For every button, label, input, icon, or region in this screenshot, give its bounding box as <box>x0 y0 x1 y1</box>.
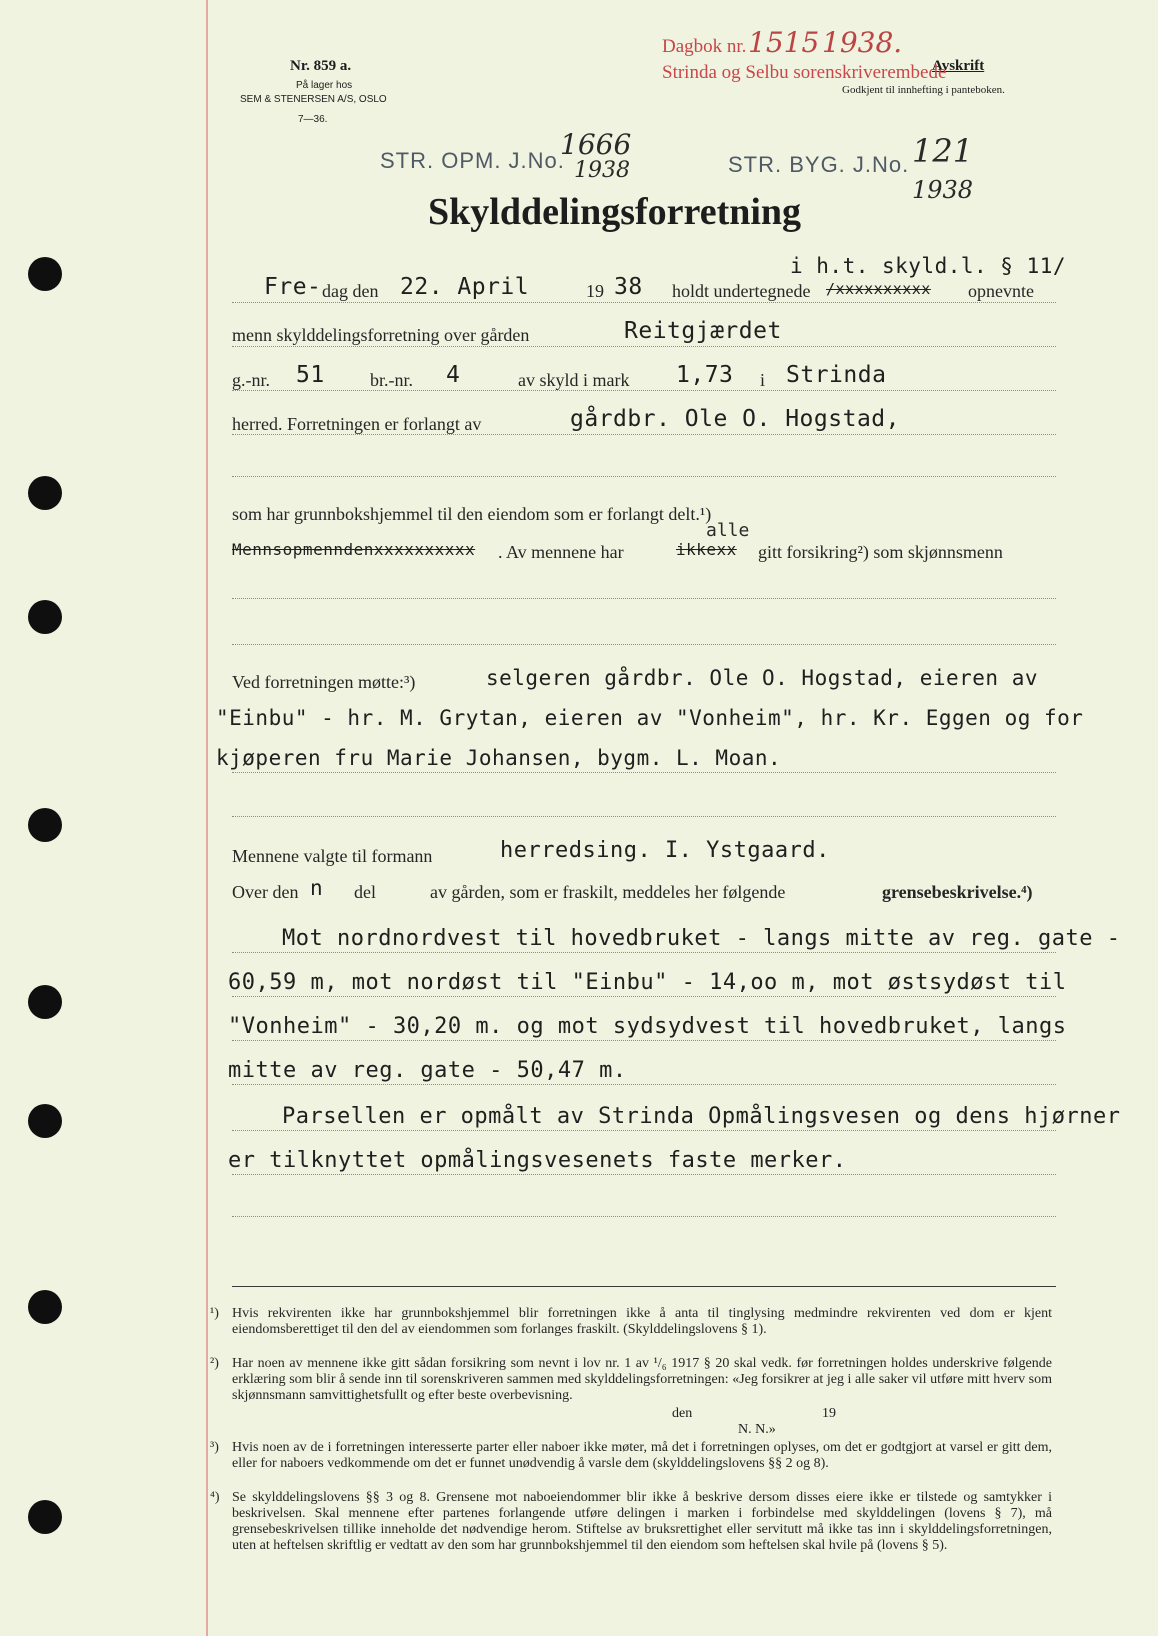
date-value: 22. April <box>400 274 530 300</box>
avskrift-label: Avskrift <box>932 58 985 74</box>
footnote-4 <box>210 1490 1052 1554</box>
av-mennene-label: . Av mennene har <box>498 542 624 562</box>
fill-line <box>232 816 1056 817</box>
brnr-label: br.-nr. <box>370 370 413 390</box>
fill-line <box>232 996 1056 997</box>
grense-label: grensebeskrivelse.⁴) <box>882 882 1033 902</box>
crossed-out-text: Mennsopmenndenxxxxxxxxxx <box>232 540 476 559</box>
skyld-value: 1,73 <box>676 362 734 388</box>
byg-number: 121 <box>912 132 974 170</box>
footnote-text: Har noen av mennene ikke gitt sådan forsikring som nevnt i lov nr. 1 av ¹/₆ 1917 § 20 skal vedk. før forretningen holdes underskrive følgende erklæring som blir å sende inn til sorenskriveren sammen med skylddelingsforretningen: «Jeg forsikrer at jeg i alle saker vil utføre mitt hverv som skjønnsmann samvittighetsfullt og efter beste overbevisning. <box>232 1356 1052 1403</box>
publisher-line: På lager hos <box>296 80 353 91</box>
byg-year: 1938 <box>912 176 974 204</box>
form-number: Nr. 859 a. <box>290 58 352 74</box>
footnote-nn: N. N.» <box>738 1422 776 1437</box>
over-den-insert: n <box>310 876 324 900</box>
footnote-text: Se skylddelingslovens §§ 3 og 8. Grensene mot naboeiendommer blir ikke å beskrive dersom disses eiere ikke er tilstede og samtykker i beskrivelsen. Skal mennene efter partenes forlangende utføre delingen i marken i forbindelse med skylddelingen (lovens § 7), må grensebeskrivelsen tillike inneholde det nødvendige herom. Stiftelse av bruksrettighet eller servitutt må ikke tas inn i skylddelingsforretningen, uten at heftelsen skriftlig er vedtatt av den som har grunnbokshjemmel til den eiendom som heftelsen skal hvile på (lovens § 5). <box>232 1490 1052 1553</box>
fill-line <box>232 952 1056 953</box>
herred-label: herred. Forretningen er forlangt av <box>232 414 482 434</box>
brnr-value: 4 <box>446 362 461 388</box>
holdt-label: holdt undertegnede <box>672 281 811 301</box>
farm-name: Reitgjærdet <box>624 318 782 344</box>
publisher-date: 7—36. <box>298 114 328 125</box>
legal-reference: i h.t. skyld.l. § 11/ <box>790 254 1067 278</box>
skyld-label: av skyld i mark <box>518 370 630 390</box>
punch-hole <box>28 600 62 634</box>
punch-hole <box>28 476 62 510</box>
fill-line <box>232 1174 1056 1175</box>
dagbok-year: 1938. <box>822 26 903 59</box>
margin-rule <box>206 0 208 1636</box>
dagbok-number: 1515 <box>748 26 820 59</box>
grense-line-1: Mot nordnordvest til hovedbruket - langs mitte av reg. gate - <box>282 926 1121 951</box>
gnr-value: 51 <box>296 362 325 388</box>
footnote-marker: ¹) <box>210 1306 219 1321</box>
gitt-forsikring-label: gitt forsikring²) som skjønnsmenn <box>758 542 1003 562</box>
fill-line <box>232 1216 1056 1217</box>
grense-line-2: 60,59 m, mot nordøst til "Einbu" - 14,oo m, mot østsydøst til <box>228 970 1067 995</box>
gnr-label: g.-nr. <box>232 370 270 390</box>
fill-line <box>232 434 1056 435</box>
punch-hole <box>28 985 62 1019</box>
fill-line <box>232 346 1056 347</box>
footnote-den: den <box>672 1406 693 1421</box>
document-title: Skylddelingsforretning <box>428 191 802 233</box>
year-suffix: 38 <box>614 274 643 300</box>
footnote-rule <box>232 1286 1056 1287</box>
alle-insert: alle <box>706 520 750 541</box>
motte-label: Ved forretningen møtte:³) <box>232 672 416 692</box>
crossed-out-text: /xxxxxxxxxx <box>826 280 931 298</box>
punch-hole <box>28 257 62 291</box>
crossed-out-text: ikkexx <box>676 540 737 559</box>
fraskilt-text: av gården, som er fraskilt, meddeles her følgende <box>430 882 786 902</box>
formann-name: herredsing. I. Ystgaard. <box>500 838 830 863</box>
fill-line <box>232 772 1056 773</box>
fill-line <box>232 476 1056 477</box>
court-name: Strinda og Selbu sorenskriverembede <box>662 62 947 83</box>
year-prefix: 19 <box>586 281 604 301</box>
municipality: Strinda <box>786 362 887 388</box>
opm-stamp-label: STR. OPM. J.No. <box>380 148 565 173</box>
fill-line <box>232 1084 1056 1085</box>
fill-line <box>232 598 1056 599</box>
grense-line-4: mitte av reg. gate - 50,47 m. <box>228 1058 627 1083</box>
footnote-marker: ⁴) <box>210 1490 220 1505</box>
parsell-line-2: er tilknyttet opmålingsvesenets faste merker. <box>228 1148 847 1173</box>
opm-year: 1938 <box>574 158 630 183</box>
fill-line <box>232 390 1056 391</box>
publisher-name: SEM & STENERSEN A/S, OSLO <box>240 94 387 105</box>
fill-line <box>232 302 1056 303</box>
dag-den-label: dag den <box>322 281 379 301</box>
punch-hole <box>28 808 62 842</box>
punch-hole <box>28 1104 62 1138</box>
motte-line-3: kjøperen fru Marie Johansen, bygm. L. Moan. <box>216 746 782 770</box>
footnote-marker: ²) <box>210 1356 219 1371</box>
line2-label: menn skylddelingsforretning over gården <box>232 325 530 345</box>
motte-line-2: "Einbu" - hr. M. Grytan, eieren av "Vonheim", hr. Kr. Eggen og for <box>216 706 1084 730</box>
parsell-line-1: Parsellen er opmålt av Strinda Opmålingsvesen og dens hjørner <box>282 1104 1121 1129</box>
motte-line-1: selgeren gårdbr. Ole O. Hogstad, eieren av <box>486 666 1039 690</box>
punch-hole <box>28 1500 62 1534</box>
grense-line-3: "Vonheim" - 30,20 m. og mot sydsydvest til hovedbruket, langs <box>228 1014 1067 1039</box>
del-label: del <box>354 882 376 902</box>
fill-line <box>232 644 1056 645</box>
over-den-label: Over den <box>232 882 299 902</box>
grunnboks-text: som har grunnbokshjemmel til den eiendom som er forlangt delt.¹) <box>232 504 712 524</box>
punch-hole <box>28 1290 62 1324</box>
dagbok-label: Dagbok nr. <box>662 36 747 57</box>
footnote-2 <box>210 1356 1052 1404</box>
weekday-prefix: Fre- <box>264 274 322 300</box>
footnote-year: 19 <box>822 1406 836 1421</box>
fill-line <box>232 1040 1056 1041</box>
fill-line <box>232 1130 1056 1131</box>
opm-number: 1666 <box>560 128 632 161</box>
opnevnte-label: opnevnte <box>968 281 1034 301</box>
footnote-text: Hvis noen av de i forretningen interesserte parter eller naboer ikke møter, må det i forretningen oplyses, om det er godtgjort at varsel er gitt dem, eller for naboers vedkommende om det er funnet unødvendig å varsle dem (skylddelingslovens §§ 2 og 8). <box>232 1440 1052 1471</box>
footnote-text: Hvis rekvirenten ikke har grunnbokshjemmel blir forretningen ikke å anta til tinglysing medmindre rekvirenten ved dom er kjent eiendomsberettiget til den del av eiendommen som forlanges fraskilt. (Skylddelingslovens § 1). <box>232 1306 1052 1337</box>
footnote-1 <box>210 1306 1052 1338</box>
formann-label: Mennene valgte til formann <box>232 846 433 866</box>
i-label: i <box>760 370 766 390</box>
godkjent-note: Godkjent til innhefting i panteboken. <box>842 84 1005 96</box>
requested-by: gårdbr. Ole O. Hogstad, <box>570 406 900 432</box>
footnote-3 <box>210 1440 1052 1472</box>
footnote-marker: ³) <box>210 1440 219 1455</box>
byg-stamp-label: STR. BYG. J.No. <box>728 152 910 177</box>
